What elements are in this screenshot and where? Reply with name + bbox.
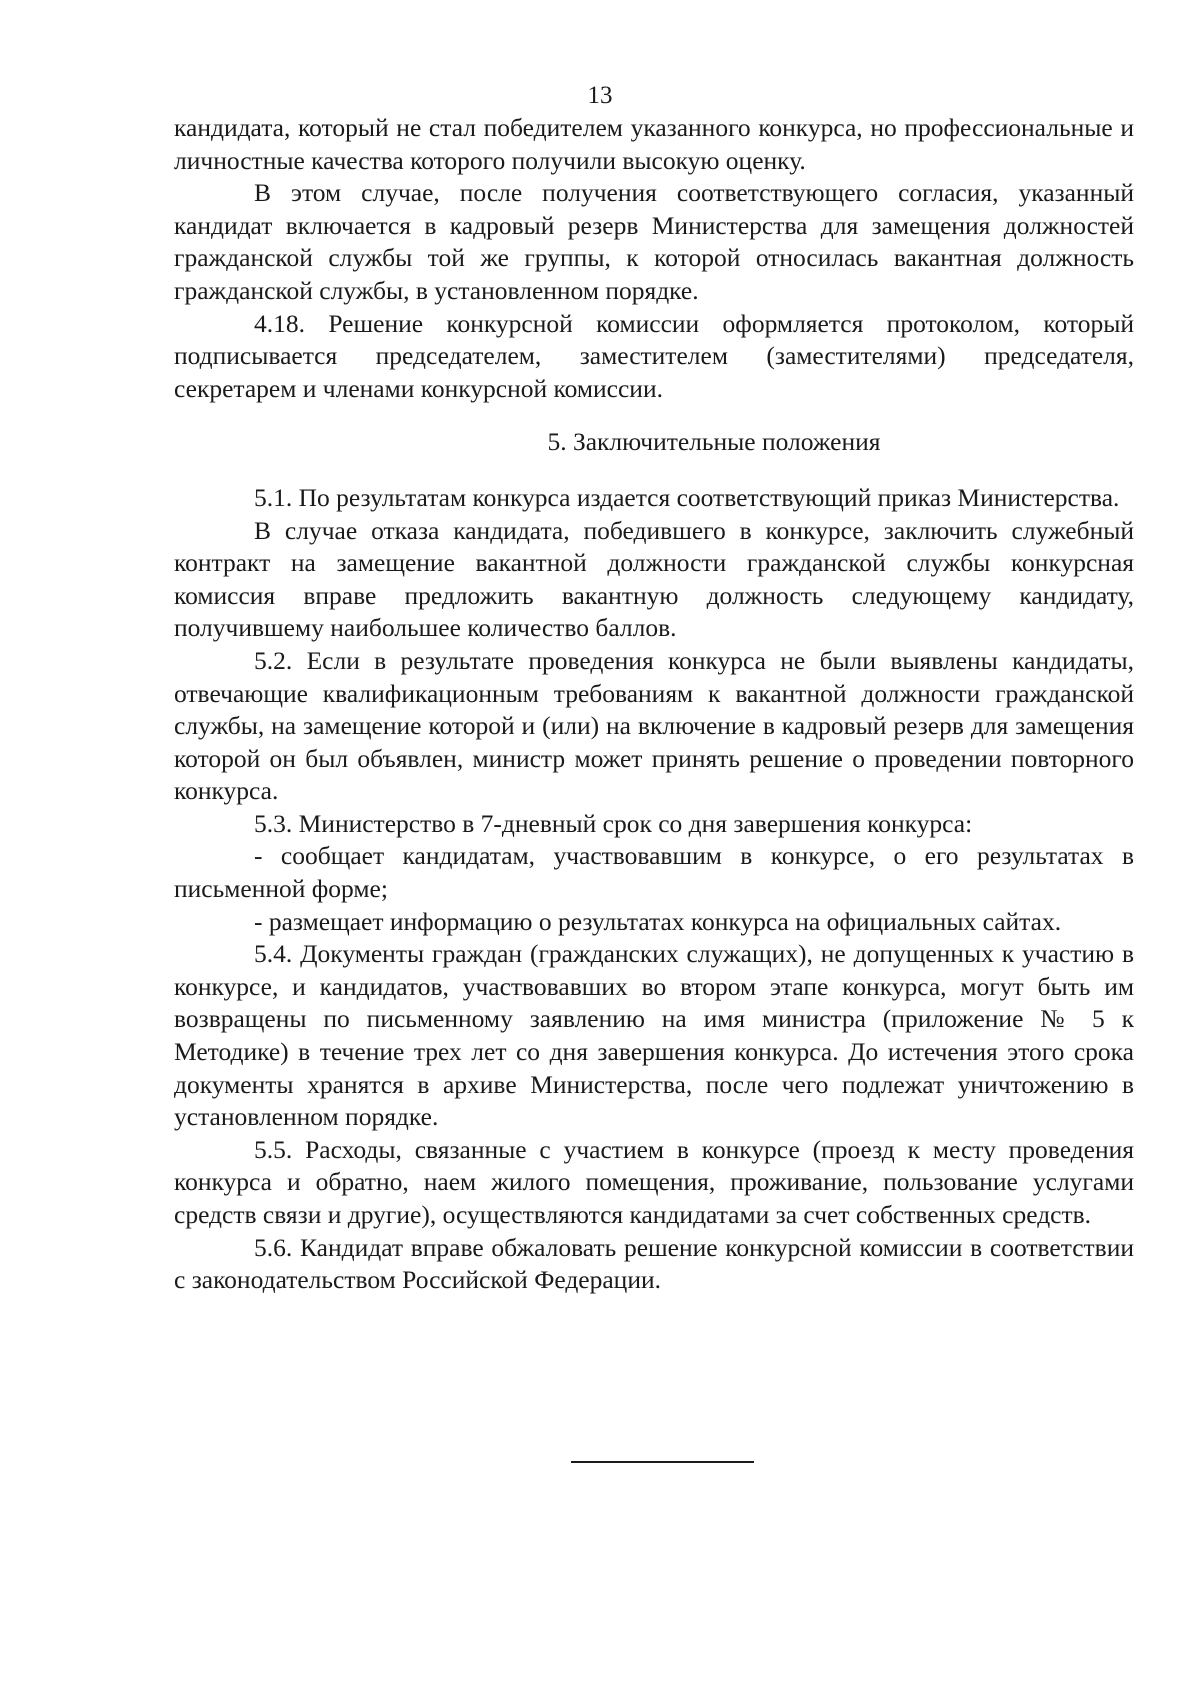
paragraph-5-6: 5.6. Кандидат вправе обжаловать решение конкурсной комиссии в соответствии с законодательством Российской Федерации. — [174, 1232, 1134, 1295]
end-of-document-rule — [571, 1461, 754, 1463]
section-heading: 5. Заключительные положения — [547, 427, 881, 457]
document-body — [174, 112, 1134, 1297]
paragraph-5-4: 5.4. Документы граждан (гражданских служащих), не допущенных к участию в конкурсе, и кандидатов, участвовавших во втором этапе конкурса, могут быть им возвращены по письменному заявлению на имя министра (приложение № 5 к Методике) в течение трех лет со дня завершения конкурса. До истечения этого срока документы хранятся в архиве Министерства, после чего подлежат уничтожению в установленном порядке. — [174, 939, 1134, 1132]
paragraph-5-3: 5.3. Министерство в 7-дневный срок со дня завершения конкурса: — [254, 808, 973, 838]
paragraph-refusal: В случае отказа кандидата, победившего в конкурсе, заключить служебный контракт на замещение вакантной должности гражданской службы конкурсная комиссия вправе предложить вакантную должность следующему кандидату, получившему наибольшее количество баллов. — [174, 515, 1134, 643]
paragraph-5-2: 5.2. Если в результате проведения конкурса не были выявлены кандидаты, отвечающие квалификационным требованиям к вакантной должности гражданской службы, на замещение которой и (или) на включение в кадровый резерв для замещения которой он был объявлен, министр может принять решение о проведении повторного конкурса. — [174, 645, 1134, 806]
paragraph-continuation: кандидата, который не стал победителем указанного конкурса, но профессиональные и личностные качества которого получили высокую оценку. — [174, 113, 1134, 175]
paragraph-5-1: 5.1. По результатам конкурса издается соответствующий приказ Министерства. — [254, 482, 1120, 512]
page-number: 13 — [587, 82, 613, 109]
list-item-notify: - сообщает кандидатам, участвовавшим в конкурсе, о его результатах в письменной форме; — [174, 841, 1134, 904]
paragraph-4-18: 4.18. Решение конкурсной комиссии оформляется протоколом, который подписывается председателем, заместителем (заместителями) председателя, секретарем и членами конкурсной комиссии. — [174, 308, 1134, 403]
list-item-publish: - размещает информацию о результатах конкурса на официальных сайтах. — [254, 906, 1062, 936]
paragraph-5-5: 5.5. Расходы, связанные с участием в конкурсе (проезд к месту проведения конкурса и обратно, наем жилого помещения, проживание, пользование услугами средств связи и другие), осуществляются кандидатами за счет собственных средств. — [174, 1134, 1134, 1229]
paragraph-reserve: В этом случае, после получения соответствующего согласия, указанный кандидат включается в кадровый резерв Министерства для замещения должностей гражданской службы той же группы, к которой относилась вакантная должность гражданской службы, в установленном порядке. — [174, 178, 1134, 305]
